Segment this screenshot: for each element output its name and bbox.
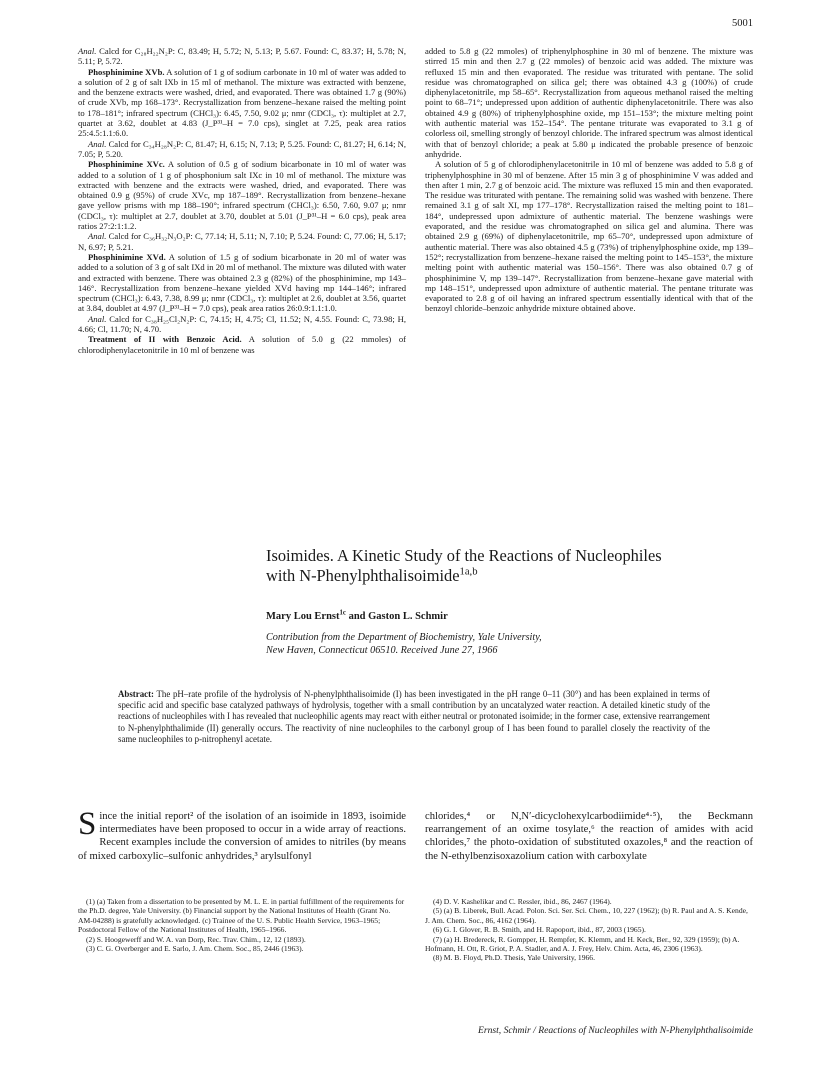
drop-cap: S [78,806,97,842]
paragraph: A solution of 5 g of chlorodiphenylacetonitrile in 10 ml of benzene was added to 5.8 g of triphenylphosphine in 30 ml of benzene. After 15 min 3 g of phosphinimine V was added and then after 1 min, 2.7 g of benzoic acid. The mixture was refluxed 15 min and then evaporated. The residue was triturated with pentane. The remaining solid was washed with benzene. There remained 3.1 g of salt XI, mp 177–178°. Recrystallization raised the melting point to 181–184°, undepressed upon admixture of authentic material. The benzene washings were evaporated, and the residue was chromatographed on silica gel and alumina. There was obtained 2.9 g (69%) of diphenylacetonitrile, mp 65–70°, undepressed upon admixture of authentic material. There was also obtained 4.5 g (73%) of triphenylphosphine oxide, mp 139–152°; recrystallization from benzene–hexane raised the melting point to 145–153°, the mixture melting point with authentic material was 150–156°. There was also obtained 0.7 g of phosphinimine V, mp 139–147°. Recrystallization from benzene–hexane gave material with mp 148–151°, undepressed upon admixture of authentic material. The pentane triturate was evaporated to 2.8 g of oil having an infrared spectrum essentially identical with that of the benzoyl chloride–benzoic anhydride mixture obtained above. [425,159,753,314]
abstract-text: The pH–rate profile of the hydrolysis of N-phenylphthalisoimide (I) has been investigated in the pH range 0–11 (30°) and has been explained in terms of specific acid and specific base catalyzed pathways of hydrolysis, together with a small contribution by an uncatalyzed water reaction. A detailed kinetic study of the reactions of nucleophiles with I has revealed that nucleophilic agents may react with either neutral or protonated isoimide; in the former case, extensive rearrangement to N-phenylphthalimide (II) generally occurs. The reactivity of nine nucleophiles to the carbonyl group of I has been found to parallel closely the reactivity of the same nucleophiles to p-nitrophenyl acetate. [118,689,710,744]
abstract [118,689,710,745]
paragraph: Phosphinimine XVb. A solution of 1 g of sodium carbonate in 10 ml of water was added to a solution of 2 g of salt IXb in 15 ml of methanol. The mixture was extracted with benzene, and the benzene extracts were washed, dried, and evaporated. There was obtained 1.7 g (90%) of crude XVb, mp 168–173°. Recrystallization from benzene–hexane raised the melting point to 178–181°; infrared spectrum (CHCl₃): 6.45, 7.50, 9.02 μ; nmr (CDCl₃, τ): multiplet at 2.7, quartet at 3.62, doublet at 4.83 (J_P³¹–H = 7.0 cps), singlet at 7.25, peak area ratios 25:4.5:1.1:6.0. [78,66,406,139]
author-name: Gaston L. Schmir [368,611,448,622]
introduction-column-left: Since the initial report² of the isolation of an isoimide in 1893, isoimide intermediates have been proposed to occur in a wide array of reactions. Recent examples include the conversion of amides to nitriles (by means of mixed carboxylic–sulfonic anhydrides,³ arylsulfonyl [78,806,406,862]
footnote: (2) S. Hoogewerff and W. A. van Dorp, Rec. Trav. Chim., 12, 12 (1893). [86,934,306,944]
page-number: 5001 [732,18,753,29]
footnote: (6) G. I. Glover, R. B. Smith, and H. Rapoport, ibid., 87, 2003 (1965). [433,925,646,935]
author-name: Mary Lou Ernst [266,611,340,622]
paragraph: Anal. Calcd for C₂₈H₂₂N₂P: C, 83.49; H, 5.72; N, 5.13; P, 5.67. Found: C, 83.37; H, 5.78; N, 5.11; P, 5.72. [78,46,407,67]
paragraph: Anal. Calcd for C₃₄H₂₈N₂P: C, 81.47; H, 6.15; N, 7.13; P, 5.25. Found: C, 81.27; H, 6.14; N, 7.05; P, 5.20. [78,138,406,159]
footnote: (4) D. V. Kashelikar and C. Ressler, ibid., 86, 2467 (1964). [433,897,612,906]
author-line: Mary Lou Ernst$^{1c}$ and Gaston L. Schmir [266,609,448,622]
paragraph: Treatment of II with Benzoic Acid. A solution of 5.0 g (22 mmoles) of chlorodiphenylacetonitrile in 10 ml of benzene was [78,334,406,355]
running-footer: Ernst, Schmir / Reactions of Nucleophiles with N-Phenylphthalisoimide [478,1025,753,1036]
experimental-column-right [425,46,753,314]
footnote: (3) C. G. Overberger and E. Sarlo, J. Am. Chem. Soc., 85, 2446 (1963). [86,944,304,954]
paragraph: Anal. Calcd for C₃₆H₃₂N₃O₂P: C, 77.14; H, 5.11; N, 7.10; P, 5.24. Found: C, 77.06; H, 5.17; N, 6.97; P, 5.21. [78,231,406,252]
paragraph: Phosphinimine XVc. A solution of 0.5 g of sodium bicarbonate in 10 ml of water was added to a solution of 1 g of phosphonium salt IXc in 10 ml of methanol. The mixture was extracted with benzene and the extracts were washed, dried, and evaporated. There was obtained 0.9 g (95%) of crude XVc, mp 187–189°. Recrystallization from benzene–hexane gave yellow prisms with mp 188–190°; infrared spectrum (CHCl₃): 6.50, 7.60, 9.07 μ; nmr (CDCl₃, τ): multiplet at 2.7, doublet at 3.70, doublet at 5.01 (J_P³¹–H = 6.0 cps), peak area ratios 27:2:1:1.2. [78,159,406,232]
footnote: (7) (a) H. Bredereck, R. Gompper, H. Rempfer, K. Klemm, and H. Keck, Ber., 92, 329 (1959); (b) A. Hofmann, H. Ott, R. Griot, P. A. Stadler, and A. J. Frey, Helv. Chim. Acta, 46, 2306 (1963). [425,934,740,954]
footnote: (5) (a) B. Liberek, Bull. Acad. Polon. Sci. Ser. Sci. Chem., 10, 227 (1962); (b) R. Paul and A. S. Kende, J. Am. Chem. Soc., 86, 4162 (1964). [425,906,748,925]
abstract-label: Abstract: [118,689,154,699]
footnote: (8) M. B. Floyd, Ph.D. Thesis, Yale University, 1966. [433,953,596,963]
footnotes-left [78,897,406,953]
paragraph: Phosphinimine XVd. A solution of 1.5 g of sodium bicarbonate in 20 ml of water was added to a solution of 3 g of salt IXd in 20 ml of methanol. The mixture was diluted with water and extracted with benzene. There was obtained 2.3 g (82%) of the phosphinimine, mp 143–146°. Recrystallization from benzene–hexane yielded XVd having mp 144–146°; infrared spectrum (CHCl₃): 6.43, 7.38, 8.99 μ; nmr (CDCl₃, τ): multiplet at 2.6, doublet at 3.56, quartet at 3.84, doublet at 4.97 (J_P³¹–H = 7.0 cps), peak area ratios 26:0.9:1.1:1.0. [78,251,406,314]
experimental-column-left [78,46,406,355]
paragraph: added to 5.8 g (22 mmoles) of triphenylphosphine in 30 ml of benzene. The mixture was stirred 15 min and then 2.7 g (22 mmoles) of benzoic acid was added. The mixture was refluxed 15 min and then evaporated. The residue was triturated with pentane. The solid residue was chromatographed on silica gel; there was obtained 4.3 g (100%) of crude diphenylacetonitrile, mp 58–65°. Recrystallization from aqueous methanol raised the melting point to 68–71°; undepressed upon addition of authentic diphenylacetonitrile. There was also obtained 4.9 g (80%) of triphenylphosphine oxide, mp 151–153°; the mixture melting point with authentic material was 152–154°. The pentane triturate was evaporated to 3.1 g of colorless oil, smelling strongly of benzoyl chloride. The infrared spectrum was almost identical with that of benzoyl chloride; a peak at 5.80 μ indicated the probable presence of benzoic anhydride. [425,46,753,159]
article-title: Isoimides. A Kinetic Study of the Reactions of Nucleophiles with N-Phenylphthalisoimide$^{1a,b}$ [266,546,662,585]
introduction-column-right: chlorides,⁴ or N,N′-dicyclohexylcarbodiimide⁴·⁵), the Beckmann rearrangement of an oxime tosylate,⁶ the reaction of amides with acid chlorides,⁷ the photo-oxidation of substituted oxazoles,⁸ and the reaction of the N-ethylbenzisoxazolium cation with carboxylate [425,811,753,862]
footnotes-right [425,897,753,963]
footnote: (1) (a) Taken from a dissertation to be presented by M. L. E. in partial fulfillment of the requirements for the Ph.D. degree, Yale University. (b) Financial support by the National Institutes of Health (Grant No. AM-04288) is gratefully acknowledged. (c) Trainee of the U. S. Public Health Service, 1963–1965; Postdoctoral Fellow of the National Institutes of Health, 1965–1966. [78,897,405,935]
paragraph: Anal. Calcd for C₃₈H₂₅Cl₂N₂P: C, 74.15; H, 4.75; Cl, 11.52; N, 4.55. Found: C, 73.98; H, 4.66; Cl, 11.70; N, 4.70. [78,313,406,335]
affiliation: Contribution from the Department of Biochemistry, Yale University, New Haven, Connecticut 06510. Received June 27, 1966 [266,632,542,656]
